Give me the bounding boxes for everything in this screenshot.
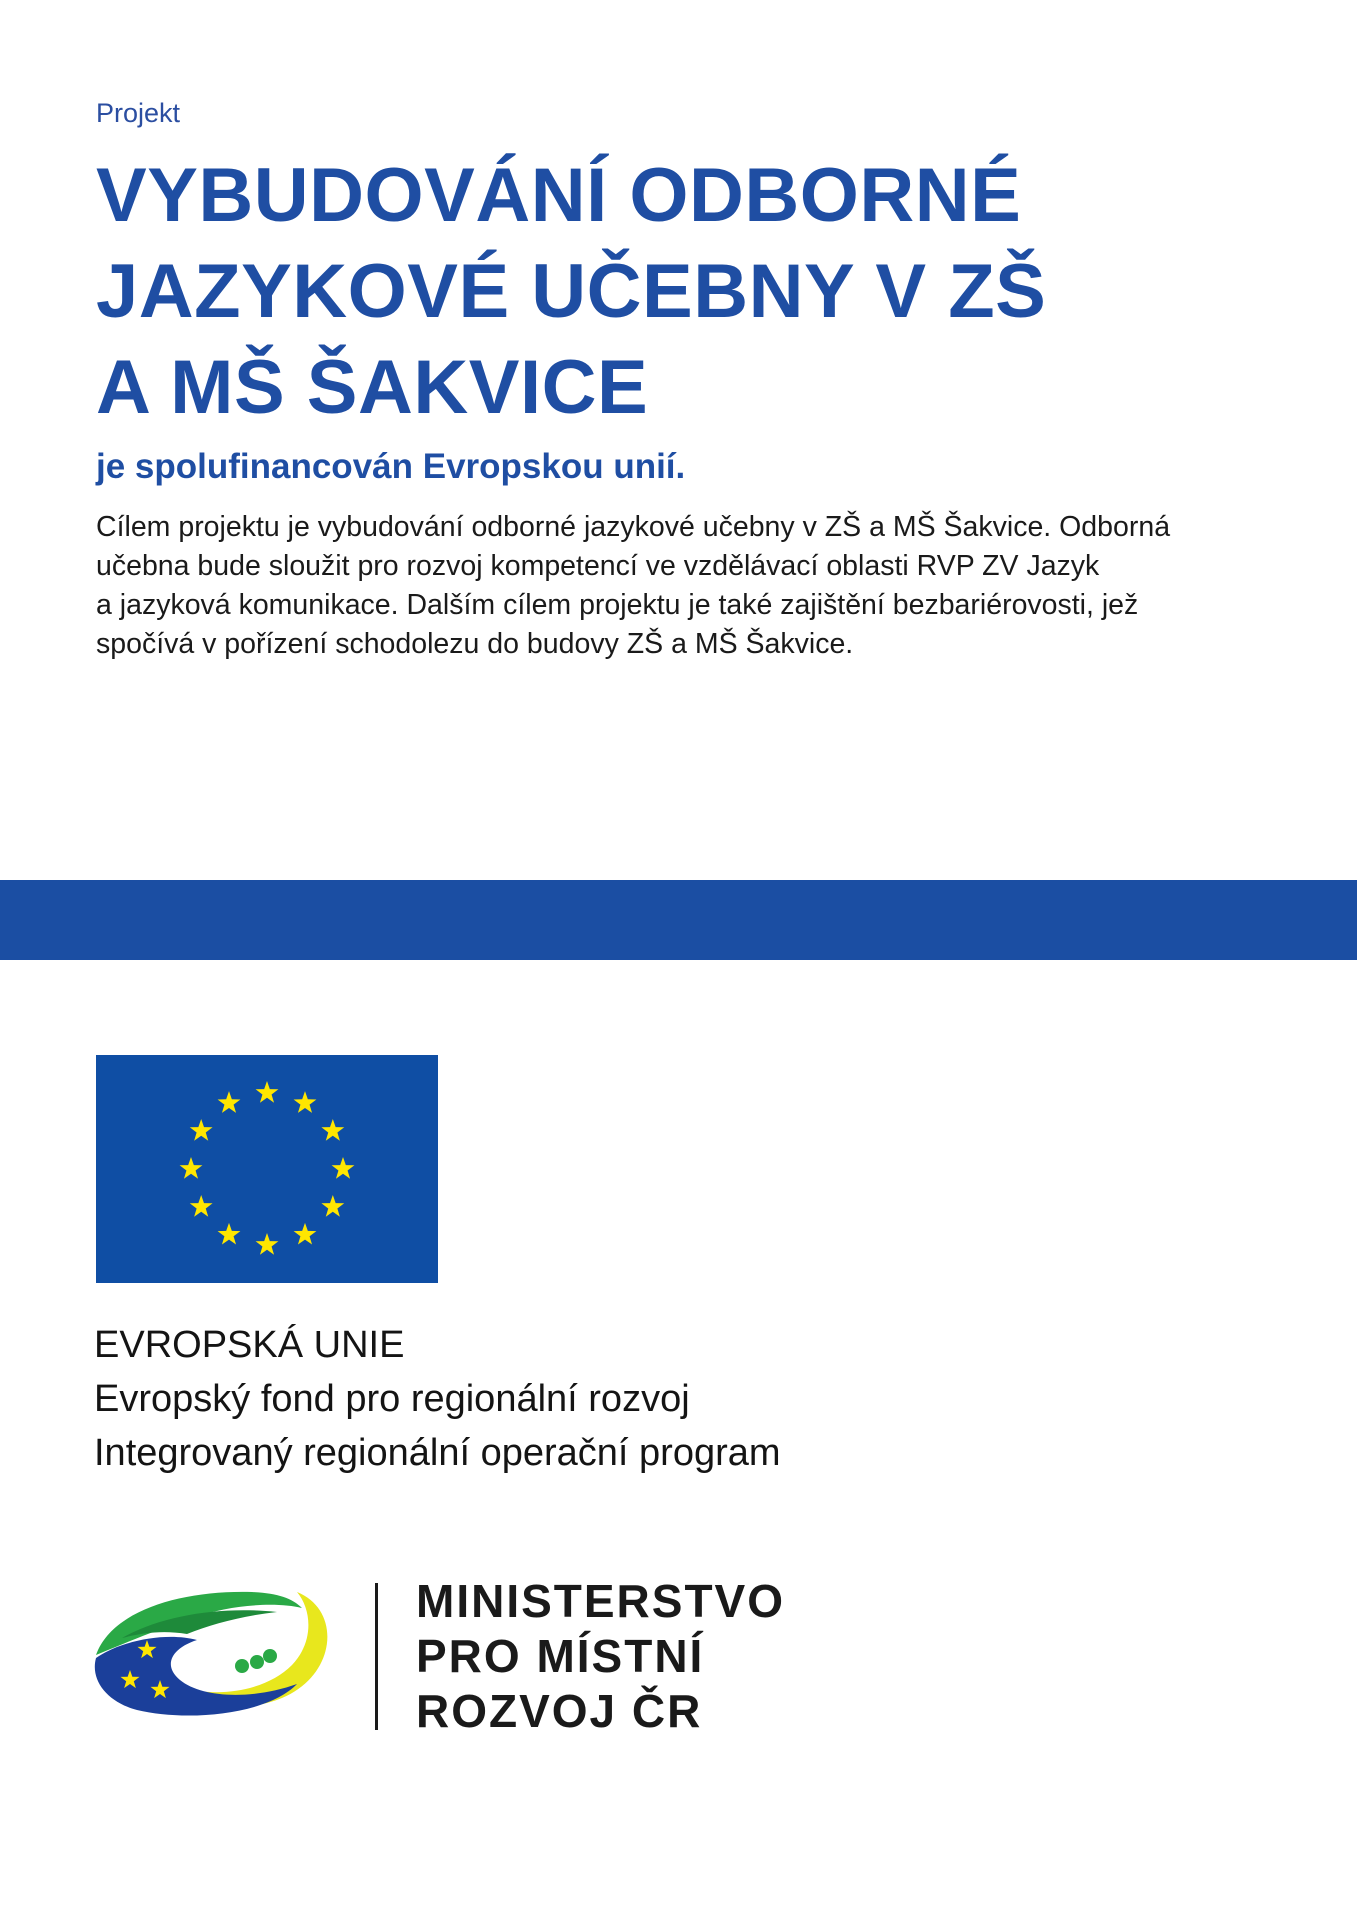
description-line: spočívá v pořízení schodolezu do budovy ZŠ a MŠ Šakvice. bbox=[96, 628, 854, 660]
ministry-name bbox=[416, 1574, 785, 1739]
mmr-logo-icon bbox=[92, 1580, 342, 1730]
project-title bbox=[96, 148, 1276, 436]
project-description bbox=[96, 508, 1276, 664]
ministry-line: MINISTERSTVO bbox=[416, 1575, 786, 1627]
eu-program-name: Integrovaný regionální operační program bbox=[94, 1432, 781, 1474]
title-line: A MŠ ŠAKVICE bbox=[96, 345, 649, 430]
project-kicker: Projekt bbox=[96, 98, 181, 128]
eu-name: EVROPSKÁ UNIE bbox=[94, 1324, 405, 1366]
eu-fund-name: Evropský fond pro regionální rozvoj bbox=[94, 1378, 690, 1420]
title-line: VYBUDOVÁNÍ ODBORNÉ bbox=[96, 153, 1022, 238]
description-line: učebna bude sloužit pro rozvoj kompetencí ve vzdělávací oblasti RVP ZV Jazyk bbox=[96, 550, 1100, 582]
title-line: JAZYKOVÉ UČEBNY V ZŠ bbox=[96, 249, 1047, 334]
logo-divider bbox=[375, 1583, 378, 1730]
blue-band-divider bbox=[0, 880, 1357, 960]
ministry-line: PRO MÍSTNÍ bbox=[416, 1630, 705, 1682]
ministry-line: ROZVOJ ČR bbox=[416, 1685, 703, 1737]
cofinancing-subtitle: je spolufinancován Evropskou unií. bbox=[96, 447, 686, 486]
eu-funding-text bbox=[94, 1318, 781, 1480]
description-line: Cílem projektu je vybudování odborné jazykové učebny v ZŠ a MŠ Šakvice. Odborná bbox=[96, 511, 1171, 543]
description-line: a jazyková komunikace. Dalším cílem projektu je také zajištění bezbariérovosti, jež bbox=[96, 589, 1139, 621]
eu-flag-icon bbox=[96, 1055, 438, 1283]
